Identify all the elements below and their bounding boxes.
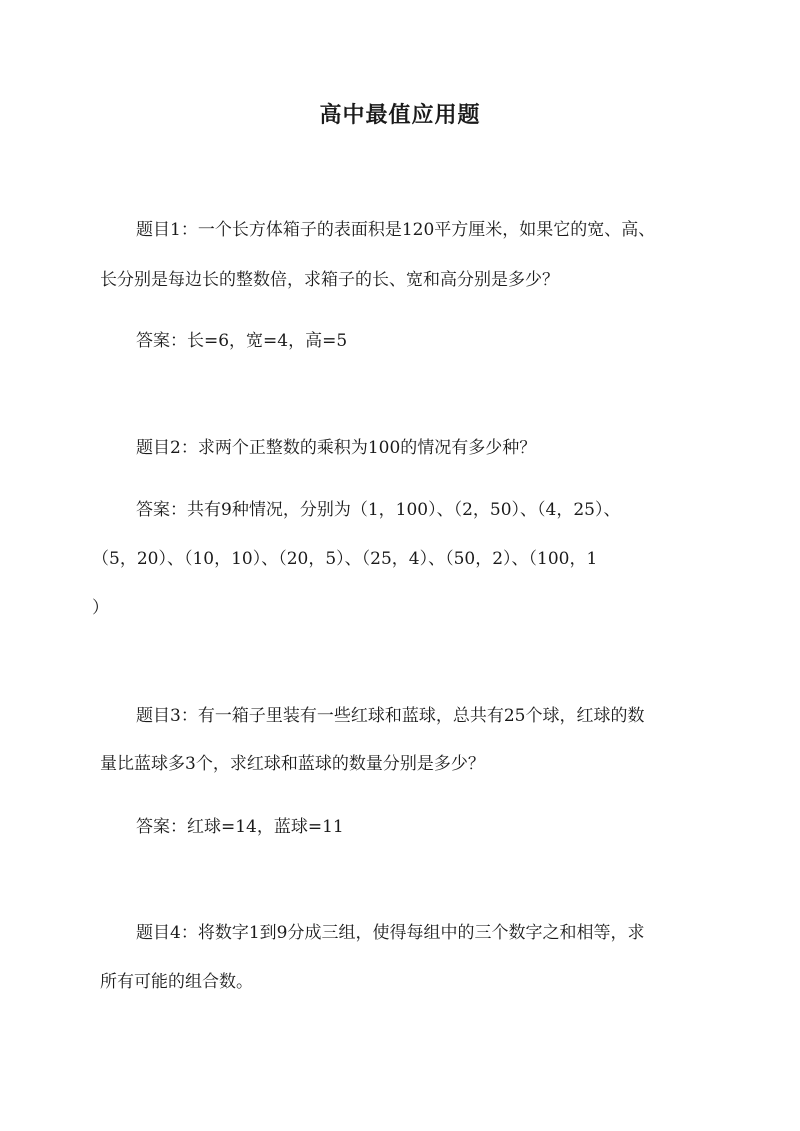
question-3-line-1: 题目3：有一箱子里装有一些红球和蓝球，总共有25个球，红球的数	[136, 706, 645, 726]
document-title: 高中最值应用题	[319, 102, 481, 128]
question-1-line-2: 长分别是每边长的整数倍，求箱子的长、宽和高分别是多少？	[100, 270, 559, 290]
answer-3-line-1: 答案：红球=14，蓝球=11	[136, 817, 344, 837]
answer-2-line-1: 答案：共有9种情况，分别为（1，100）、（2，50）、（4，25）、	[136, 500, 621, 520]
question-4-line-1: 题目4：将数字1到9分成三组，使得每组中的三个数字之和相等，求	[136, 923, 645, 943]
answer-1-line-1: 答案：长=6，宽=4，高=5	[136, 331, 348, 351]
question-2-line-1: 题目2：求两个正整数的乘积为100的情况有多少种？	[136, 438, 537, 458]
question-1-line-1: 题目1：一个长方体箱子的表面积是120平方厘米，如果它的宽、高、	[136, 220, 656, 240]
question-3-line-2: 量比蓝球多3个，求红球和蓝球的数量分别是多少？	[100, 754, 485, 774]
question-4-line-2: 所有可能的组合数。	[100, 972, 253, 992]
answer-2-line-2: （5，20）、（10，10）、（20，5）、（25，4）、（50，2）、（100，1	[92, 549, 598, 569]
answer-2-line-3: ）	[92, 598, 109, 618]
